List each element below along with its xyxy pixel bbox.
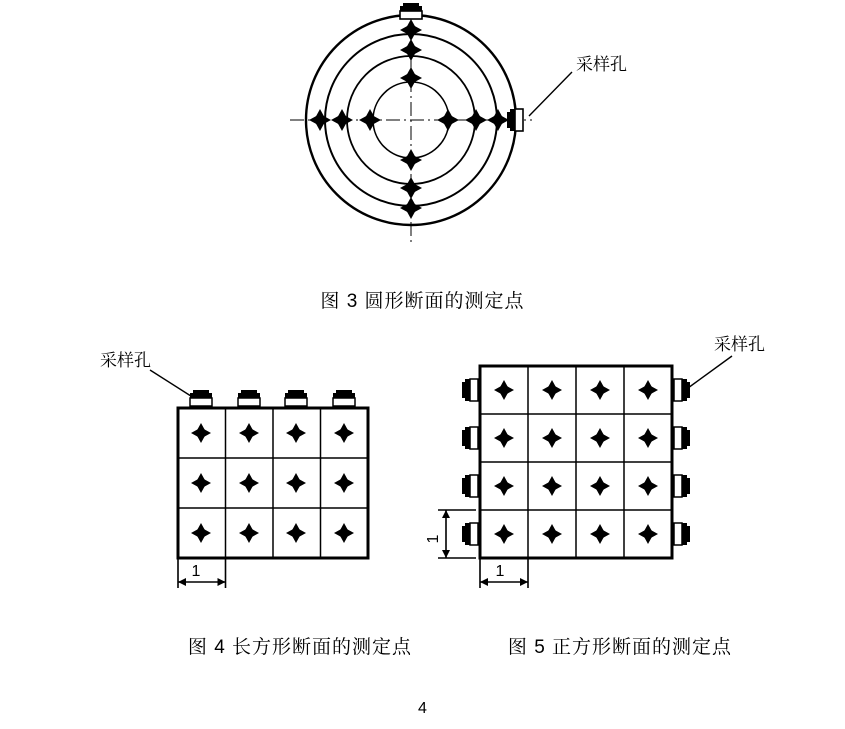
grid-lines-fig5 [480, 366, 672, 558]
dimension-label-h-fig5: 1 [495, 563, 505, 580]
sampling-nozzles-right-fig5 [674, 379, 690, 545]
dimension-label-v-fig5: 1 [425, 534, 442, 544]
figure-circular-cross-section [280, 0, 640, 260]
figure-5-caption: 图 5 正方形断面的测定点 [507, 637, 733, 658]
sampling-hole-leader [529, 72, 572, 116]
figure-4-svg [90, 330, 420, 610]
figure-rectangular-cross-section [90, 330, 420, 610]
sampling-hole-leader-fig4 [150, 370, 194, 398]
measurement-points-horizontal [309, 109, 509, 131]
sampling-hole-label-fig3: 采样孔 [576, 55, 627, 74]
sampling-hole-label-fig5: 采样孔 [714, 335, 765, 354]
sampling-nozzles [400, 3, 523, 131]
figure-square-cross-section [420, 330, 800, 610]
sampling-hole-leader-fig5 [688, 356, 732, 388]
page-number: 4 [418, 700, 427, 717]
sampling-nozzles-left-fig5 [462, 379, 478, 545]
measurement-points-vertical [400, 19, 422, 219]
sampling-hole-label-fig4: 采样孔 [100, 351, 151, 370]
figure-5-svg [420, 330, 800, 610]
figure-4-caption: 图 4 长方形断面的测定点 [187, 637, 413, 658]
dimension-bracket-fig4 [178, 558, 226, 588]
dimension-label-fig4: 1 [191, 563, 201, 580]
figure-3-svg [280, 0, 640, 260]
sampling-nozzles-fig4 [190, 390, 355, 406]
figure-3-caption: 图 3 圆形断面的测定点 [320, 291, 525, 312]
